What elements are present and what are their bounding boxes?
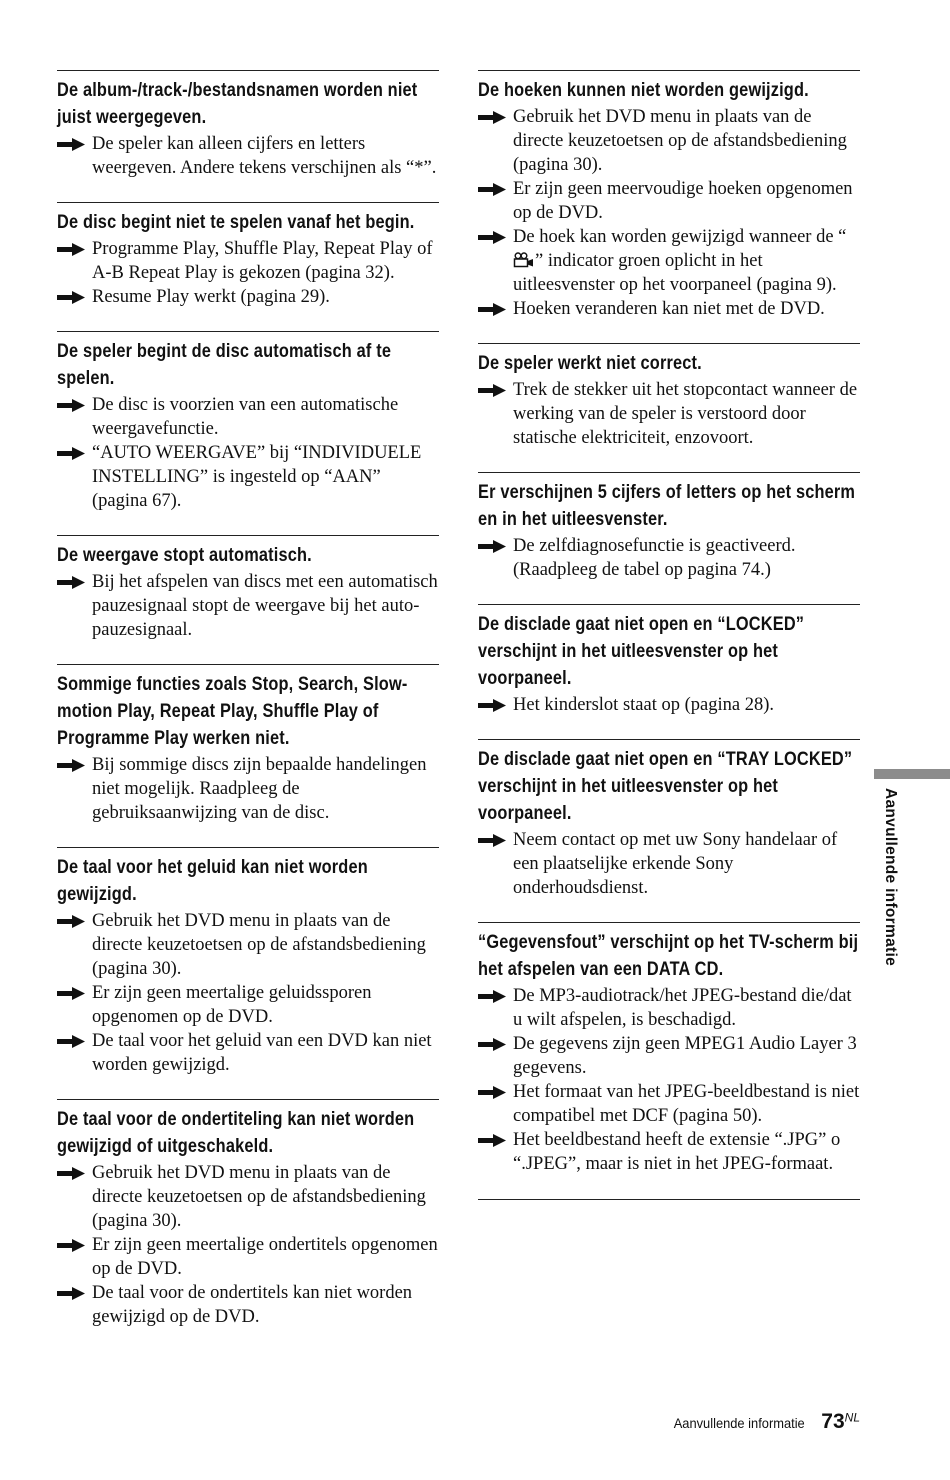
solution-text: De gegevens zijn geen MPEG1 Audio Layer 3 gegevens. bbox=[513, 1034, 857, 1078]
solution-text: Gebruik het DVD menu in plaats van de directe keuzetoetsen op de afstandsbediening (pagina 30). bbox=[92, 1163, 426, 1231]
troubleshooting-section bbox=[57, 202, 439, 309]
footer-section-label: Aanvullende informatie bbox=[674, 1415, 806, 1431]
solution-item bbox=[478, 105, 860, 177]
right-arrow-icon bbox=[478, 1134, 506, 1147]
solution-text: Er zijn geen meervoudige hoeken opgenomen op de DVD. bbox=[513, 179, 853, 223]
right-arrow-icon bbox=[478, 111, 506, 124]
solution-list bbox=[57, 132, 439, 180]
right-arrow-icon bbox=[478, 231, 506, 244]
right-arrow-icon bbox=[57, 399, 85, 412]
solution-list bbox=[478, 378, 860, 450]
troubleshooting-section bbox=[478, 70, 860, 321]
section-heading: De weergave stopt automatisch. bbox=[57, 545, 312, 566]
solution-text: De disc is voorzien van een automatische weergavefunctie. bbox=[92, 395, 399, 439]
solution-text: Het kinderslot staat op (pagina 28). bbox=[513, 695, 774, 715]
solution-text: Programme Play, Shuffle Play, Repeat Play of A-B Repeat Play is gekozen (pagina 32). bbox=[92, 239, 433, 283]
solution-text: Gebruik het DVD menu in plaats van de directe keuzetoetsen op de afstandsbediening (pagina 30). bbox=[513, 107, 847, 175]
solution-list bbox=[57, 570, 439, 642]
side-tab-bar bbox=[874, 769, 950, 779]
solution-list bbox=[57, 909, 439, 1077]
bottom-divider bbox=[478, 1199, 860, 1200]
solution-text: Er zijn geen meertalige geluidssporen opgenomen op de DVD. bbox=[92, 983, 372, 1027]
right-arrow-icon bbox=[478, 540, 506, 553]
right-arrow-icon bbox=[57, 291, 85, 304]
solution-text: De MP3-audiotrack/het JPEG-bestand die/dat u wilt afspelen, is beschadigd. bbox=[513, 986, 852, 1030]
solution-item bbox=[478, 225, 860, 297]
solution-list bbox=[57, 393, 439, 513]
right-arrow-icon bbox=[57, 915, 85, 928]
solution-item bbox=[57, 1281, 439, 1329]
section-heading: De disc begint niet te spelen vanaf het begin. bbox=[57, 212, 415, 233]
solution-item bbox=[478, 177, 860, 225]
troubleshooting-section bbox=[57, 535, 439, 642]
page-footer bbox=[668, 1410, 860, 1434]
section-heading: De disclade gaat niet open en “TRAY LOCKED” verschijnt in het uitleesvenster op het voorpaneel. bbox=[478, 749, 853, 824]
right-arrow-icon bbox=[57, 987, 85, 1000]
troubleshooting-section bbox=[57, 664, 439, 825]
troubleshooting-section bbox=[57, 70, 439, 180]
solution-item bbox=[478, 1128, 860, 1176]
solution-text: Het beeldbestand heeft de extensie “.JPG” o “.JPEG”, maar is niet in het JPEG-formaat. bbox=[513, 1130, 841, 1174]
solution-text: Bij sommige discs zijn bepaalde handelingen niet mogelijk. Raadpleeg de gebruiksaanwijzing van de disc. bbox=[92, 755, 427, 823]
solution-item bbox=[478, 1080, 860, 1128]
solution-text: De speler kan alleen cijfers en letters weergeven. Andere tekens verschijnen als “*”. bbox=[92, 134, 437, 178]
troubleshooting-section bbox=[57, 847, 439, 1077]
solution-item bbox=[57, 1161, 439, 1233]
solution-text: De hoek kan worden gewijzigd wanneer de “” indicator groen oplicht in het uitleesvenster op het voorpaneel (pagina 9). bbox=[513, 227, 847, 295]
troubleshooting-section bbox=[478, 739, 860, 900]
troubleshooting-section bbox=[57, 1099, 439, 1329]
solution-text: De taal voor het geluid van een DVD kan niet worden gewijzigd. bbox=[92, 1031, 432, 1075]
solution-text: Er zijn geen meertalige ondertitels opgenomen op de DVD. bbox=[92, 1235, 438, 1279]
right-arrow-icon bbox=[57, 243, 85, 256]
section-heading: De hoeken kunnen niet worden gewijzigd. bbox=[478, 80, 809, 101]
solution-item bbox=[57, 981, 439, 1029]
solution-item bbox=[57, 753, 439, 825]
section-heading: Sommige functies zoals Stop, Search, Slow-motion Play, Repeat Play, Shuffle Play of Programme Play werken niet. bbox=[57, 674, 408, 749]
right-arrow-icon bbox=[478, 699, 506, 712]
solution-text: “AUTO WEERGAVE” bij “INDIVIDUELE INSTELLING” is ingesteld op “AAN” (pagina 67). bbox=[92, 443, 422, 511]
right-arrow-icon bbox=[57, 447, 85, 460]
troubleshooting-section bbox=[478, 343, 860, 450]
right-column bbox=[478, 70, 860, 1198]
right-arrow-icon bbox=[57, 1035, 85, 1048]
solution-text: De zelfdiagnosefunctie is geactiveerd. (Raadpleeg de tabel op pagina 74.) bbox=[513, 536, 796, 580]
solution-item bbox=[57, 237, 439, 285]
right-arrow-icon bbox=[478, 1038, 506, 1051]
camera-angle-icon bbox=[513, 252, 535, 268]
solution-item bbox=[478, 378, 860, 450]
solution-text: Het formaat van het JPEG-beeldbestand is niet compatibel met DCF (pagina 50). bbox=[513, 1082, 860, 1126]
section-heading: Er verschijnen 5 cijfers of letters op het scherm en in het uitleesvenster. bbox=[478, 482, 856, 530]
section-heading: De disclade gaat niet open en “LOCKED” verschijnt in het uitleesvenster op het voorpaneel. bbox=[478, 614, 805, 689]
solution-item bbox=[57, 909, 439, 981]
right-arrow-icon bbox=[478, 303, 506, 316]
solution-text: Resume Play werkt (pagina 29). bbox=[92, 287, 330, 307]
side-tab-label: Aanvullende informatie bbox=[882, 788, 899, 966]
section-heading: De speler werkt niet correct. bbox=[478, 353, 702, 374]
page-number: 73 bbox=[821, 1410, 845, 1433]
solution-text: Neem contact op met uw Sony handelaar of een plaatselijke erkende Sony onderhoudsdienst. bbox=[513, 830, 838, 898]
right-arrow-icon bbox=[57, 759, 85, 772]
solution-list bbox=[478, 105, 860, 321]
solution-text: Hoeken veranderen kan niet met de DVD. bbox=[513, 299, 825, 319]
left-column bbox=[57, 70, 439, 1351]
solution-list bbox=[478, 534, 860, 582]
troubleshooting-section bbox=[478, 922, 860, 1176]
solution-item bbox=[57, 441, 439, 513]
right-arrow-icon bbox=[478, 1086, 506, 1099]
right-arrow-icon bbox=[478, 384, 506, 397]
solution-list bbox=[57, 237, 439, 309]
right-arrow-icon bbox=[57, 576, 85, 589]
page-language: NL bbox=[844, 1410, 860, 1425]
solution-text: Bij het afspelen van discs met een automatisch pauzesignaal stopt de weergave bij het auto-pauzesignaal. bbox=[92, 572, 438, 640]
solution-item bbox=[478, 1032, 860, 1080]
section-heading: De taal voor de ondertiteling kan niet worden gewijzigd of uitgeschakeld. bbox=[57, 1109, 415, 1157]
section-heading: De taal voor het geluid kan niet worden gewijzigd. bbox=[57, 857, 368, 905]
solution-text: Gebruik het DVD menu in plaats van de directe keuzetoetsen op de afstandsbediening (pagina 30). bbox=[92, 911, 426, 979]
solution-list bbox=[478, 984, 860, 1176]
solution-item bbox=[478, 984, 860, 1032]
solution-list bbox=[57, 1161, 439, 1329]
solution-list bbox=[57, 753, 439, 825]
solution-list bbox=[478, 828, 860, 900]
troubleshooting-section bbox=[478, 472, 860, 582]
troubleshooting-section bbox=[478, 604, 860, 717]
solution-item bbox=[478, 693, 860, 717]
troubleshooting-section bbox=[57, 331, 439, 513]
solution-item bbox=[57, 285, 439, 309]
right-arrow-icon bbox=[57, 138, 85, 151]
solution-item bbox=[478, 297, 860, 321]
solution-item bbox=[57, 1233, 439, 1281]
solution-item bbox=[478, 828, 860, 900]
solution-text: Trek de stekker uit het stopcontact wanneer de werking van de speler is verstoord door statische elektriciteit, enzovoort. bbox=[513, 380, 858, 448]
right-arrow-icon bbox=[478, 990, 506, 1003]
section-heading: De speler begint de disc automatisch af te spelen. bbox=[57, 341, 392, 389]
solution-list bbox=[478, 693, 860, 717]
solution-item bbox=[57, 132, 439, 180]
solution-text: De taal voor de ondertitels kan niet worden gewijzigd op de DVD. bbox=[92, 1283, 413, 1327]
right-arrow-icon bbox=[478, 834, 506, 847]
solution-item bbox=[57, 570, 439, 642]
solution-item bbox=[57, 393, 439, 441]
right-arrow-icon bbox=[478, 183, 506, 196]
right-arrow-icon bbox=[57, 1287, 85, 1300]
section-heading: De album-/track-/bestandsnamen worden niet juist weergegeven. bbox=[57, 80, 418, 128]
right-arrow-icon bbox=[57, 1239, 85, 1252]
solution-item bbox=[478, 534, 860, 582]
section-heading: “Gegevensfout” verschijnt op het TV-scherm bij het afspelen van een DATA CD. bbox=[478, 932, 859, 980]
right-arrow-icon bbox=[57, 1167, 85, 1180]
solution-item bbox=[57, 1029, 439, 1077]
